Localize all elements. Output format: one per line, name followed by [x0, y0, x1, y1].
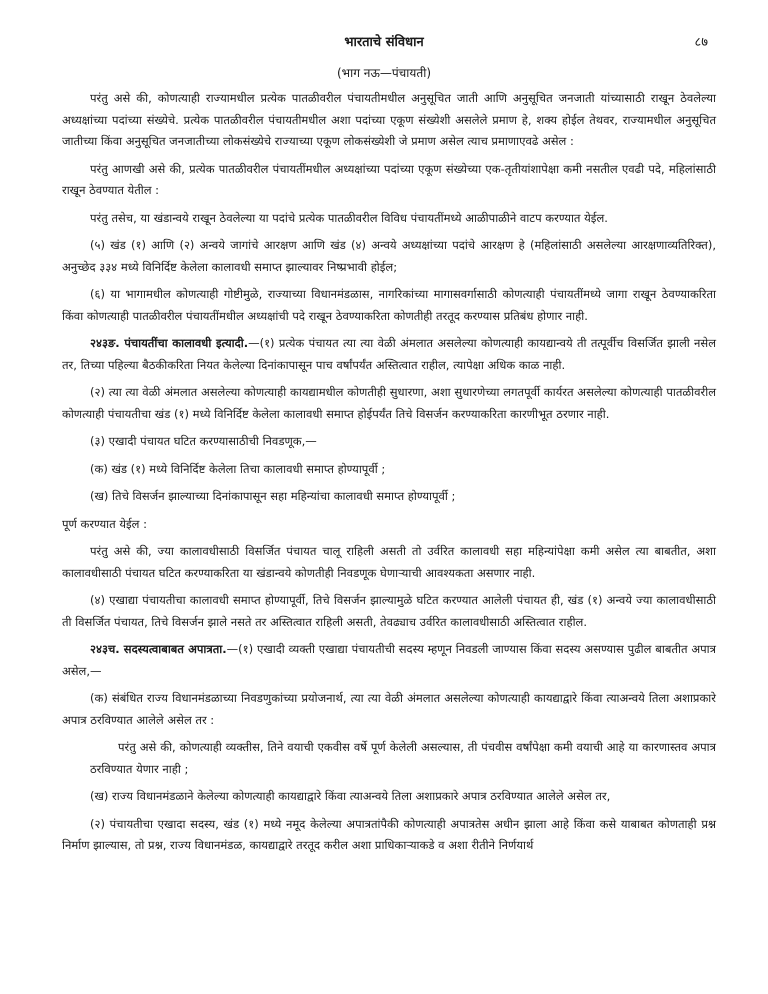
paragraph: (४) एखाद्या पंचायतीचा कालावधी समाप्त होण्यापूर्वी, तिचे विसर्जन झाल्यामुळे घटित करण्यात आलेली पंचायत ही, खंड (१) अन्वये ज्या कालावधीसाठी ती विसर्जित पंचायत, तिचे विसर्जन झाले नसते तर अस्तित्वात राहिली असती, तेवढ्याच उर्वरित कालावधीसाठी अस्तित्वात राहील.: [62, 593, 716, 629]
clause-item: (ख) राज्य विधानमंडळाने केलेल्या कोणत्याही कायद्याद्वारे किंवा त्याअन्वये तिला अशाप्रकारे अपात्र ठरविण्यात आलेले असेल तर,: [90, 789, 611, 803]
clause-item: (क) खंड (१) मध्ये विनिर्दिष्ट केलेला तिचा कालावधी समाप्त होण्यापूर्वी ;: [90, 461, 386, 476]
clause-item: (क) संबंधित राज्य विधानमंडळाच्या निवडणुकांच्या प्रयोजनार्थ, त्या त्या वेळी अंमलात असलेल्या कोणत्याही कायद्याद्वारे किंवा त्याअन्वये तिला अशाप्रकारे अपात्र ठरविण्यात आलेले असेल तर :: [62, 691, 716, 727]
page-number: ८७: [694, 35, 708, 50]
section-heading: २४३ङ. पंचायतींचा कालावधी इत्यादी.: [90, 336, 249, 350]
section-paragraph: [62, 333, 716, 376]
part-subtitle: (भाग नऊ—पंचायती): [336, 66, 431, 80]
page-header: [0, 32, 768, 52]
document-title: भारताचे संविधान: [344, 35, 424, 50]
paragraph: (६) या भागामधील कोणत्याही गोष्टीमुळे, राज्याच्या विधानमंडळास, नागरिकांच्या मागासवर्गासाठी कोणत्याही पंचायतींमध्ये जागा राखून ठेवण्याकरिता किंवा कोणत्याही पातळीवरील पंचायतींमधील अध्यक्षांची पदे राखून ठेवण्याकरिता कोणतीही तरतूद करण्यास प्रतिबंध होणार नाही.: [62, 287, 716, 323]
paragraph: (५) खंड (१) आणि (२) अन्वये जागांचे आरक्षण आणि खंड (४) अन्वये अध्यक्षांच्या पदांचे आरक्षण हे (महिलांसाठी असलेल्या आरक्षणाव्यतिरिक्त), अनुच्छेद ३३४ मध्ये विनिर्दिष्ट केलेला कालावधी समाप्त झाल्यावर निष्प्रभावी होईल;: [62, 238, 716, 274]
paragraph: परंतु असे की, कोणत्याही राज्यामधील प्रत्येक पातळीवरील पंचायतीमधील अनुसूचित जाती आणि अनुसूचित जनजाती यांच्यासाठी राखून ठेवलेल्या अध्यक्षांच्या पदांच्या संख्येचे. प्रत्येक पातळीवरील पंचायतीमधील अशा पदांच्या एकूण संख्येशी असलेले प्रमाण हे, शक्य होईल तेथवर, राज्यामधील अनुसूचित जातीच्या किंवा अनुसूचित जनजातीच्या लोकसंख्येचे राज्याच्या एकूण लोकसंख्येशी जे प्रमाण असेल त्याच प्रमाणाएवढे असेल :: [62, 91, 716, 148]
paragraph: परंतु असे की, कोणत्याही व्यक्तीस, तिने वयाची एकवीस वर्षे पूर्ण केलेली असल्यास, ती पंचवीस वर्षांपेक्षा कमी वयाची आहे या कारणास्तव अपात्र ठरविण्यात येणार नाही ;: [90, 740, 716, 776]
section-heading: २४३च. सदस्यत्वाबाबत अपात्रता.: [90, 642, 227, 656]
paragraph: (२) पंचायतीचा एखादा सदस्य, खंड (१) मध्ये नमूद केलेल्या अपात्रतांपैकी कोणत्याही अपात्रतेस अधीन झाला आहे किंवा कसे याबाबत कोणताही प्रश्न निर्माण झाल्यास, तो प्रश्न, राज्य विधानमंडळ, कायद्याद्वारे तरतूद करील अशा प्राधिकाऱ्याकडे व अशा रीतीने निर्णयार्थ: [62, 816, 716, 852]
paragraph: परंतु आणखी असे की, प्रत्येक पातळीवरील पंचायतींमधील अध्यक्षांच्या पदांच्या एकूण संख्येच्या एक-तृतीयांशापेक्षा कमी नसतील एवढी पदे, महिलांसाठी राखून ठेवण्यात येतील :: [62, 161, 716, 197]
paragraph: (२) त्या त्या वेळी अंमलात असलेल्या कोणत्याही कायद्यामधील कोणतीही सुधारणा, अशा सुधारणेच्या लगतपूर्वी कार्यरत असलेल्या कोणत्याही पातळीवरील कोणत्याही पंचायतीचा खंड (१) मध्ये विनिर्दिष्ट केलेला कालावधी समाप्त होईपर्यंत तिचे विसर्जन करण्याकरिता कारणीभूत ठरणार नाही.: [62, 385, 716, 421]
paragraph: पूर्ण करण्यात येईल :: [62, 516, 148, 531]
clause-item: (ख) तिचे विसर्जन झाल्याच्या दिनांकापासून सहा महिन्यांचा कालावधी समाप्त होण्यापूर्वी ;: [90, 489, 456, 503]
paragraph: परंतु असे की, ज्या कालावधीसाठी विसर्जित पंचायत चालू राहिली असती तो उर्वरित कालावधी सहा महिन्यांपेक्षा कमी असेल त्या बाबतीत, अशा कालावधीसाठी पंचायत घटित करण्याकरिता या खंडान्वये कोणतीही निवडणूक घेणाऱ्याची आवश्यकता असणार नाही.: [62, 544, 716, 580]
section-text: —(१) प्रत्येक पंचायत त्या त्या वेळी अंमलात असलेल्या कोणत्याही कायद्यान्वये ती तत्पूर्वीच विसर्जित झाली नसेल तर, तिच्या पहिल्या बैठकीकरिता नियत केलेल्या दिनांकापासून पाच वर्षांपर्यंत अस्तित्वात राहील, त्यापेक्षा अधिक काळ नाही.: [62, 336, 717, 372]
paragraph: (३) एखादी पंचायत घटित करण्यासाठीची निवडणूक,—: [90, 434, 317, 448]
paragraph: परंतु तसेच, या खंडान्वये राखून ठेवलेल्या या पदांचे प्रत्येक पातळीवरील विविध पंचायतींमध्ये आळीपाळीने वाटप करण्यात येईल.: [90, 210, 608, 225]
document-body: [62, 88, 716, 863]
section-text: —(१) एखादी व्यक्ती एखाद्या पंचायतीची सदस्य म्हणून निवडली जाण्यास किंवा सदस्य असण्यास पुढील बाबतीत अपात्र असेल,—: [62, 642, 716, 678]
section-paragraph: [62, 639, 716, 682]
